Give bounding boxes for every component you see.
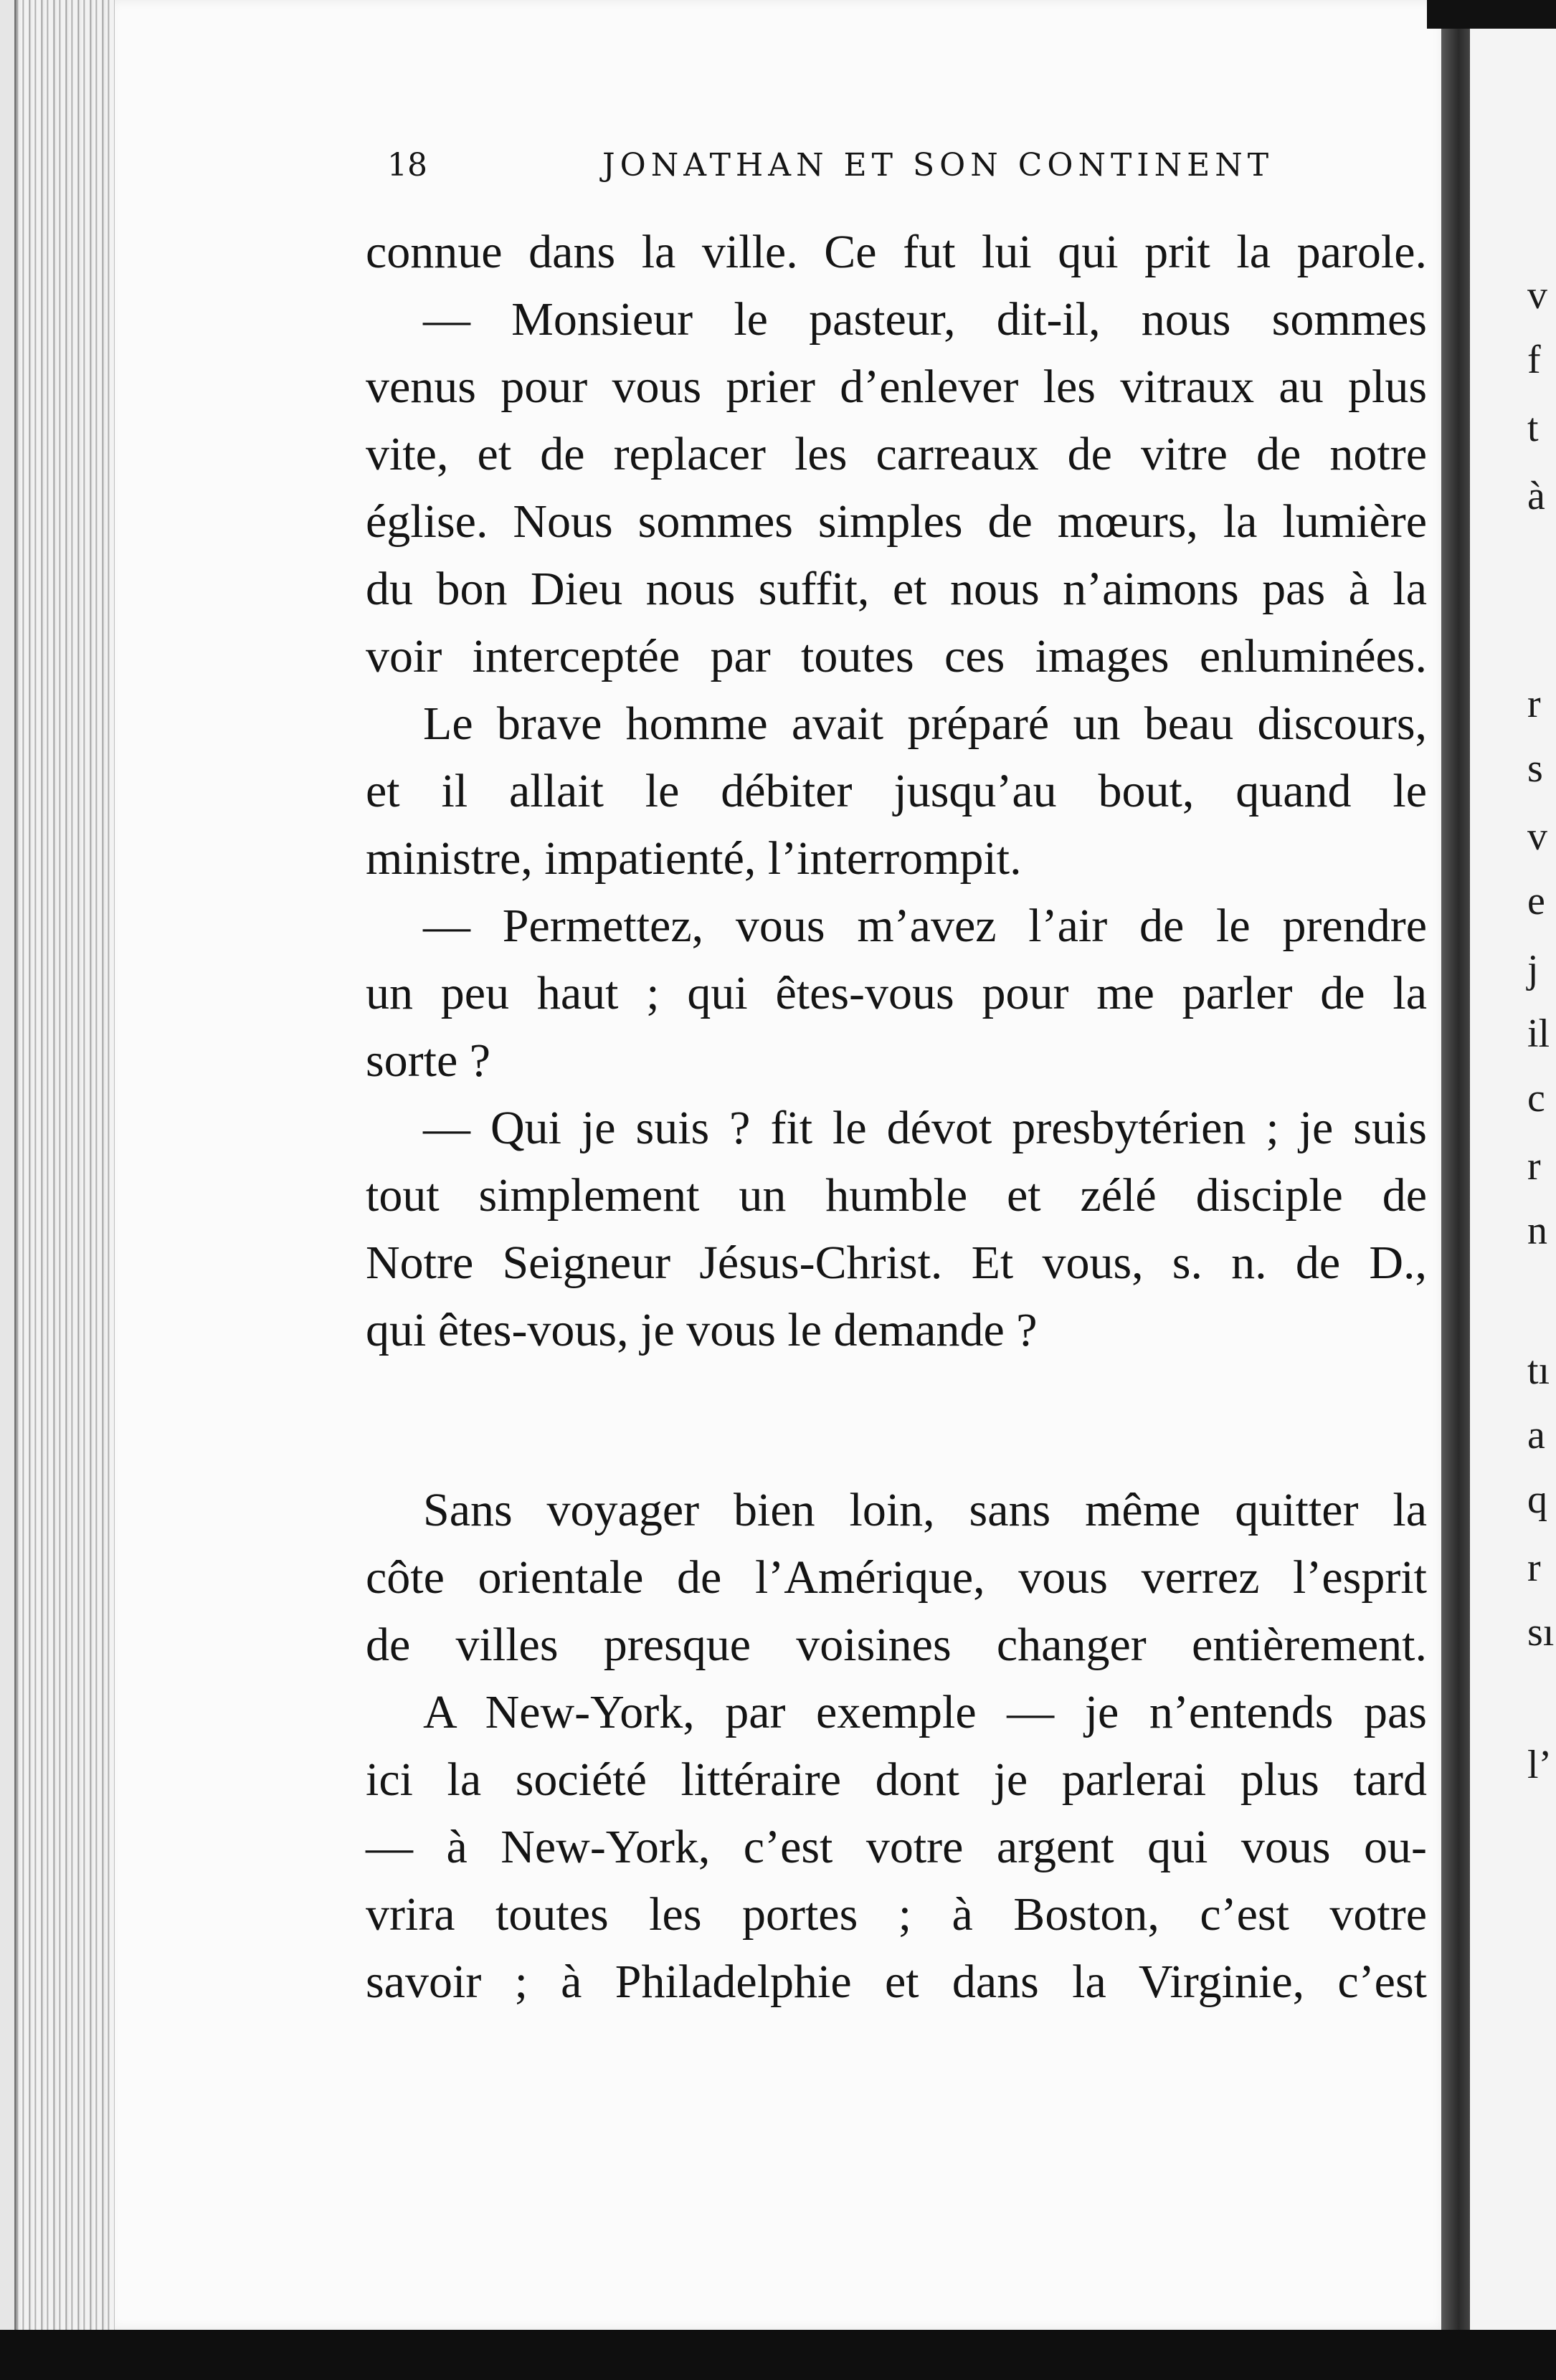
fragment: c [1527,1076,1545,1120]
text-block-cities [366,1477,1427,2016]
text-line: un peu haut ; qui êtes-vous pour me parler de la [366,967,1427,1019]
facing-page-strip [1456,29,1556,2337]
fragment: sı [1527,1610,1555,1655]
text-line: sorte ? [366,1034,491,1087]
fragment: e [1527,879,1545,923]
fragment: n [1527,1209,1547,1253]
text-line: Sans voyager bien loin, sans même quitter la [423,1484,1427,1536]
text-line: de villes presque voisines changer entièrement. [366,1619,1427,1671]
running-title: JONATHAN ET SON CONTINENT [602,147,1274,184]
text-line: ici la société littéraire dont je parlerai plus tard [366,1753,1427,1806]
text-line: vite, et de replacer les carreaux de vitre de notre [366,428,1427,480]
page-number: 18 [387,147,427,184]
text-line: A New-York, par exemple — je n’entends pas [423,1686,1427,1738]
scan-background-bottom [0,2330,1556,2380]
fragment: a [1527,1413,1545,1457]
text-line: qui êtes-vous, je vous le demande ? [366,1304,1038,1356]
page-stack-edge [0,0,118,2380]
text-line: — à New-York, c’est votre argent qui vous ou- [366,1821,1427,1873]
fragment: r [1527,1144,1541,1189]
fragment: r [1527,1546,1541,1590]
text-line: connue dans la ville. Ce fut lui qui prit la parole. [366,226,1427,278]
text-line: — Permettez, vous m’avez l’air de le prendre [423,900,1427,952]
fragment: v [1527,814,1547,859]
text-line: tout simplement un humble et zélé disciple de [366,1169,1427,1222]
text-line: Le brave homme avait préparé un beau discours, [423,698,1427,750]
page-gutter-shadow [1441,0,1470,2351]
fragment: t [1527,406,1539,450]
text-line: voir interceptée par toutes ces images enluminées. [366,630,1427,682]
text-line: vrira toutes les portes ; à Boston, c’est votre [366,1888,1427,1941]
text-block-dialogue [366,219,1427,1364]
fragment: il [1527,1012,1550,1056]
fragment: tı [1527,1348,1550,1393]
text-line: et il allait le débiter jusqu’au bout, quand le [366,765,1427,817]
fragment: j [1527,947,1539,991]
fragment: r [1527,682,1541,726]
book-spine-edge [0,0,16,2380]
fragment: s [1527,746,1543,791]
scan-background-top [1427,0,1556,29]
text-line: ministre, impatienté, l’interrompit. [366,832,1022,885]
fragment: q [1527,1477,1547,1522]
text-line: venus pour vous prier d’enlever les vitraux au plus [366,361,1427,413]
text-line: — Qui je suis ? fit le dévot presbytérien ; je suis [423,1102,1427,1154]
text-line: église. Nous sommes simples de mœurs, la lumière [366,495,1427,548]
fragment: à [1527,474,1545,518]
text-line: côte orientale de l’Amérique, vous verrez l’esprit [366,1551,1427,1604]
text-line: — Monsieur le pasteur, dit-il, nous sommes [423,293,1427,346]
fragment: v [1527,273,1547,318]
text-line: Notre Seigneur Jésus-Christ. Et vous, s. n. de D., [366,1237,1427,1289]
fragment: l’ [1527,1743,1552,1787]
text-line: savoir ; à Philadelphie et dans la Virginie, c’est [366,1956,1427,2008]
fragment: f [1527,338,1541,382]
text-line: du bon Dieu nous suffit, et nous n’aimons pas à la [366,563,1427,615]
